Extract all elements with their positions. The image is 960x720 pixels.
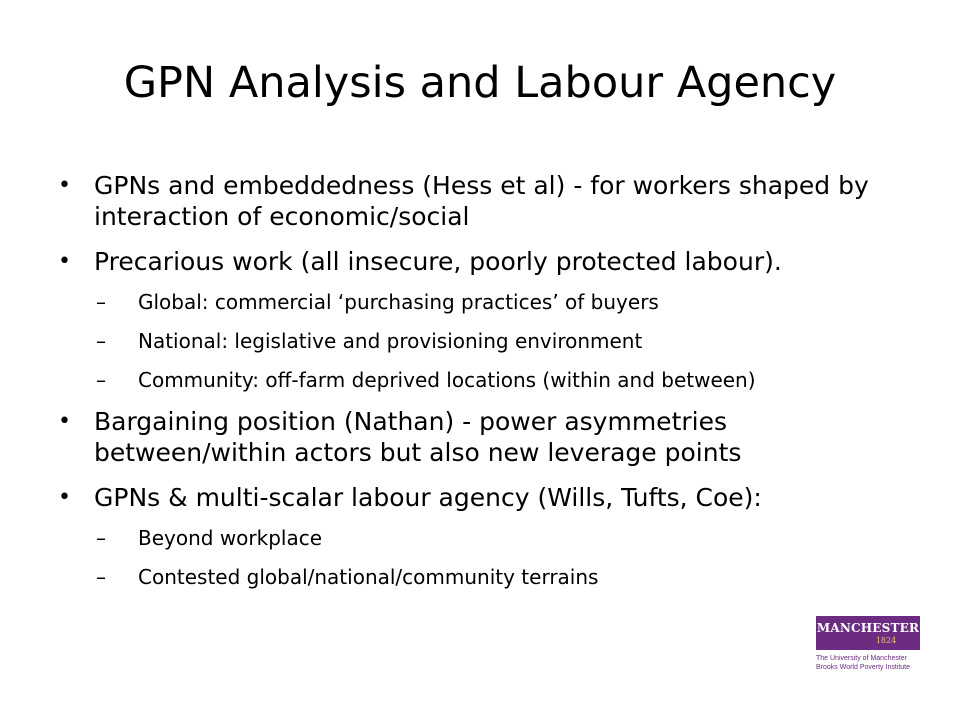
logo-subtitle [816,654,920,672]
sub-bullet-glyph: – [96,526,106,550]
sub-bullet-glyph: – [96,368,106,392]
bullet-item [58,482,878,513]
bullet-item [58,246,878,277]
slide-title: GPN Analysis and Labour Agency [123,58,837,108]
bullet-glyph: • [58,249,71,274]
sub-bullet-item [58,328,878,354]
bullet-text: GPNs and embeddedness (Hess et al) - for workers shaped by interaction of economic/social [94,171,869,231]
university-logo [816,616,920,672]
bullet-item [58,170,878,232]
bullet-glyph: • [58,485,71,510]
bullet-text: GPNs & multi-scalar labour agency (Wills, Tufts, Coe): [94,483,762,512]
sub-bullet-item [58,367,878,393]
sub-bullet-text: National: legislative and provisioning environment [138,329,643,353]
sub-bullet-text: Community: off-farm deprived locations (within and between) [138,368,756,392]
logo-name: MANCHESTER [816,621,920,635]
bullet-text: Precarious work (all insecure, poorly protected labour). [94,247,782,276]
logo-line-1: The University of Manchester [816,655,908,662]
sub-bullet-item [58,564,878,590]
logo-year: 1824 [875,636,897,645]
bullet-glyph: • [58,409,71,434]
sub-bullet-text: Beyond workplace [138,526,323,550]
logo-line-2: Brooks World Poverty Institute [816,664,911,671]
bullet-glyph: • [58,173,71,198]
sub-bullet-glyph: – [96,565,106,589]
sub-bullet-glyph: – [96,290,106,314]
bullet-item [58,406,878,468]
sub-bullet-item [58,525,878,551]
sub-bullet-text: Global: commercial ‘purchasing practices’ of buyers [138,290,659,314]
sub-bullet-item [58,289,878,315]
bullet-text: Bargaining position (Nathan) - power asymmetries between/within actors but also new leverage points [94,407,742,467]
bullet-list [58,170,878,603]
sub-bullet-glyph: – [96,329,106,353]
logo-wordmark [816,616,920,650]
sub-bullet-text: Contested global/national/community terrains [138,565,599,589]
